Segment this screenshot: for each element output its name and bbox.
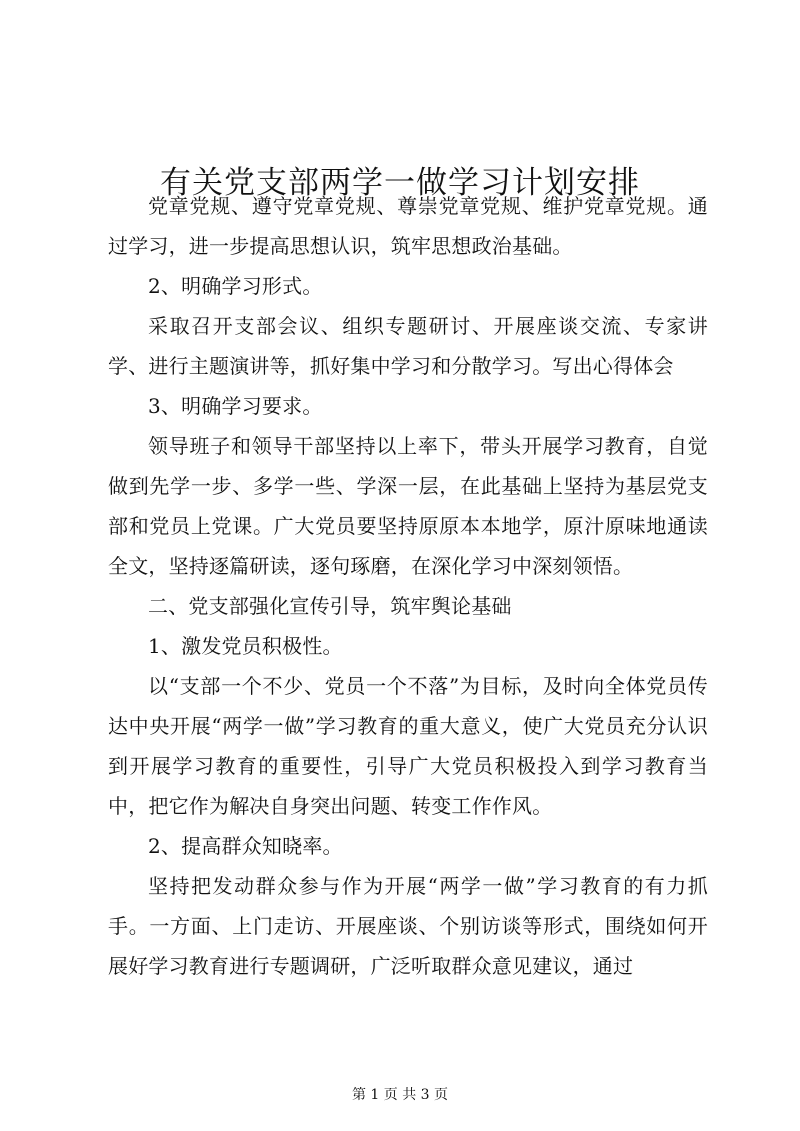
paragraph: 采取召开支部会议、组织专题研讨、开展座谈交流、专家讲学、进行主题演讲等，抓好集中学习和分散学习。写出心得体会 bbox=[108, 314, 708, 378]
document-title: 有关党支部两学一做学习计划安排 bbox=[160, 164, 640, 201]
paragraph: 领导班子和领导干部坚持以上率下，带头开展学习教育，自觉做到先学一步、多学一些、学深一层，在此基础上坚持为基层党支部和党员上党课。广大党员要坚持原原本本地学，原汁原味地通读全文，坚持逐篇研读，逐句琢磨，在深化学习中深刻领悟。 bbox=[108, 434, 708, 578]
paragraph: 党章党规、遵守党章党规、尊崇党章党规、维护党章党规。通过学习，进一步提高思想认识，筑牢思想政治基础。 bbox=[108, 194, 708, 258]
page-footer: 第 1 页 共 3 页 bbox=[351, 1087, 449, 1103]
document-body bbox=[108, 186, 708, 986]
paragraph: 以“支部一个不少、党员一个不落”为目标，及时向全体党员传达中央开展“两学一做”学习教育的重大意义，使广大党员充分认识到开展学习教育的重要性，引导广大党员积极投入到学习教育当中，把它作为解决自身突出问题、转变工作作风。 bbox=[108, 674, 708, 818]
paragraph: 坚持把发动群众参与作为开展“两学一做”学习教育的有力抓手。一方面、上门走访、开展座谈、个别访谈等形式，围绕如何开展好学习教育进行专题调研，广泛听取群众意见建议，通过 bbox=[108, 874, 708, 978]
paragraph: 2、明确学习形式。 bbox=[148, 274, 323, 298]
paragraph: 1、激发党员积极性。 bbox=[148, 634, 343, 658]
section-heading: 二、党支部强化宣传引导，筑牢舆论基础 bbox=[148, 594, 512, 618]
paragraph: 2、提高群众知晓率。 bbox=[148, 834, 343, 858]
paragraph: 3、明确学习要求。 bbox=[148, 394, 323, 418]
